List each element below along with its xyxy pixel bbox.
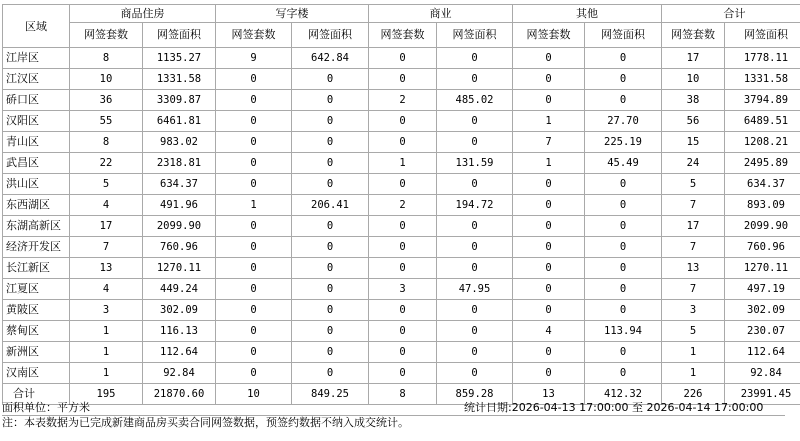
area-cell: 3309.87 bbox=[143, 90, 216, 111]
count-cell: 1 bbox=[70, 321, 143, 342]
area-size-header: 网签面积 bbox=[143, 23, 216, 48]
district-name: 黄陂区 bbox=[3, 300, 70, 321]
area-size-header: 网签面积 bbox=[437, 23, 513, 48]
count-cell: 13 bbox=[70, 258, 143, 279]
table-row bbox=[3, 111, 800, 132]
area-cell: 0 bbox=[585, 258, 662, 279]
area-size-header: 网签面积 bbox=[725, 23, 800, 48]
group-header-other: 其他 bbox=[513, 5, 662, 23]
area-cell: 634.37 bbox=[725, 174, 800, 195]
area-cell: 0 bbox=[437, 174, 513, 195]
area-cell: 225.19 bbox=[585, 132, 662, 153]
count-cell: 7 bbox=[662, 237, 725, 258]
count-cell: 7 bbox=[662, 195, 725, 216]
district-name: 蔡甸区 bbox=[3, 321, 70, 342]
area-cell: 1270.11 bbox=[143, 258, 216, 279]
area-cell: 983.02 bbox=[143, 132, 216, 153]
count-cell: 24 bbox=[662, 153, 725, 174]
count-cell: 195 bbox=[70, 384, 143, 405]
area-cell: 0 bbox=[585, 216, 662, 237]
area-cell: 0 bbox=[292, 237, 369, 258]
table-row bbox=[3, 90, 800, 111]
area-cell: 0 bbox=[292, 174, 369, 195]
area-cell: 0 bbox=[585, 69, 662, 90]
area-cell: 45.49 bbox=[585, 153, 662, 174]
count-cell: 226 bbox=[662, 384, 725, 405]
area-cell: 0 bbox=[437, 237, 513, 258]
count-cell: 38 bbox=[662, 90, 725, 111]
table-row bbox=[3, 321, 800, 342]
area-cell: 485.02 bbox=[437, 90, 513, 111]
count-cell: 0 bbox=[216, 69, 292, 90]
count-cell: 0 bbox=[216, 321, 292, 342]
count-cell: 0 bbox=[369, 132, 437, 153]
table-row bbox=[3, 300, 800, 321]
count-cell: 0 bbox=[513, 48, 585, 69]
total-label: 合计 bbox=[3, 384, 70, 405]
area-cell: 0 bbox=[437, 69, 513, 90]
count-cell: 0 bbox=[369, 321, 437, 342]
count-cell: 4 bbox=[70, 195, 143, 216]
footer-unit-line bbox=[2, 401, 785, 416]
area-cell: 1331.58 bbox=[725, 69, 800, 90]
area-cell: 1135.27 bbox=[143, 48, 216, 69]
area-cell: 449.24 bbox=[143, 279, 216, 300]
count-cell: 55 bbox=[70, 111, 143, 132]
area-cell: 27.70 bbox=[585, 111, 662, 132]
area-cell: 6461.81 bbox=[143, 111, 216, 132]
area-cell: 1270.11 bbox=[725, 258, 800, 279]
count-cell: 0 bbox=[216, 258, 292, 279]
count-cell: 3 bbox=[662, 300, 725, 321]
area-cell: 0 bbox=[437, 132, 513, 153]
count-cell: 0 bbox=[216, 174, 292, 195]
area-cell: 0 bbox=[292, 321, 369, 342]
area-cell: 760.96 bbox=[725, 237, 800, 258]
count-cell: 0 bbox=[216, 300, 292, 321]
area-cell: 2099.90 bbox=[143, 216, 216, 237]
table-row bbox=[3, 153, 800, 174]
header-group-row bbox=[3, 5, 800, 23]
area-cell: 0 bbox=[437, 48, 513, 69]
area-cell: 0 bbox=[437, 321, 513, 342]
table-row bbox=[3, 237, 800, 258]
count-cell: 2 bbox=[369, 195, 437, 216]
count-cell: 3 bbox=[70, 300, 143, 321]
area-cell: 2099.90 bbox=[725, 216, 800, 237]
count-cell: 5 bbox=[662, 174, 725, 195]
area-cell: 0 bbox=[585, 174, 662, 195]
area-cell: 0 bbox=[585, 342, 662, 363]
table-row bbox=[3, 258, 800, 279]
area-cell: 23991.45 bbox=[725, 384, 800, 405]
count-cell: 17 bbox=[662, 48, 725, 69]
count-cell: 17 bbox=[662, 216, 725, 237]
area-cell: 0 bbox=[437, 342, 513, 363]
table-row bbox=[3, 363, 800, 384]
sales-table bbox=[2, 4, 800, 405]
area-cell: 194.72 bbox=[437, 195, 513, 216]
area-cell: 0 bbox=[292, 342, 369, 363]
area-cell: 634.37 bbox=[143, 174, 216, 195]
count-cell: 1 bbox=[662, 363, 725, 384]
area-cell: 0 bbox=[292, 153, 369, 174]
count-cell: 10 bbox=[70, 69, 143, 90]
count-cell: 0 bbox=[513, 300, 585, 321]
count-cell: 0 bbox=[369, 300, 437, 321]
count-cell: 17 bbox=[70, 216, 143, 237]
area-cell: 0 bbox=[585, 90, 662, 111]
district-name: 硚口区 bbox=[3, 90, 70, 111]
count-cell: 0 bbox=[216, 279, 292, 300]
district-name: 东西湖区 bbox=[3, 195, 70, 216]
count-cell: 3 bbox=[369, 279, 437, 300]
area-cell: 491.96 bbox=[143, 195, 216, 216]
count-cell: 0 bbox=[216, 90, 292, 111]
count-cell: 0 bbox=[369, 111, 437, 132]
area-cell: 112.64 bbox=[725, 342, 800, 363]
count-cell: 7 bbox=[513, 132, 585, 153]
count-cell: 56 bbox=[662, 111, 725, 132]
table-row bbox=[3, 195, 800, 216]
area-cell: 47.95 bbox=[437, 279, 513, 300]
area-cell: 2318.81 bbox=[143, 153, 216, 174]
count-cell: 0 bbox=[216, 216, 292, 237]
group-header-office: 写字楼 bbox=[216, 5, 369, 23]
area-cell: 0 bbox=[437, 216, 513, 237]
count-cell: 0 bbox=[216, 153, 292, 174]
area-cell: 230.07 bbox=[725, 321, 800, 342]
area-cell: 893.09 bbox=[725, 195, 800, 216]
count-cell: 0 bbox=[513, 342, 585, 363]
district-name: 武昌区 bbox=[3, 153, 70, 174]
district-name: 汉阳区 bbox=[3, 111, 70, 132]
count-cell: 13 bbox=[662, 258, 725, 279]
table-row bbox=[3, 342, 800, 363]
area-cell: 206.41 bbox=[292, 195, 369, 216]
district-name: 经济开发区 bbox=[3, 237, 70, 258]
count-cell: 0 bbox=[216, 237, 292, 258]
area-cell: 0 bbox=[585, 363, 662, 384]
count-cell: 36 bbox=[70, 90, 143, 111]
count-cell: 0 bbox=[369, 258, 437, 279]
area-cell: 0 bbox=[585, 279, 662, 300]
area-cell: 497.19 bbox=[725, 279, 800, 300]
district-name: 东湖高新区 bbox=[3, 216, 70, 237]
count-cell: 7 bbox=[70, 237, 143, 258]
district-name: 江夏区 bbox=[3, 279, 70, 300]
count-cell: 8 bbox=[70, 48, 143, 69]
count-header: 网签套数 bbox=[369, 23, 437, 48]
count-cell: 0 bbox=[369, 216, 437, 237]
table-row bbox=[3, 69, 800, 90]
district-name: 江汉区 bbox=[3, 69, 70, 90]
area-cell: 92.84 bbox=[143, 363, 216, 384]
count-cell: 0 bbox=[513, 258, 585, 279]
count-cell: 22 bbox=[70, 153, 143, 174]
count-cell: 8 bbox=[369, 384, 437, 405]
count-cell: 9 bbox=[216, 48, 292, 69]
area-cell: 760.96 bbox=[143, 237, 216, 258]
area-cell: 0 bbox=[437, 300, 513, 321]
area-cell: 0 bbox=[292, 69, 369, 90]
area-cell: 0 bbox=[437, 258, 513, 279]
area-cell: 3794.89 bbox=[725, 90, 800, 111]
count-cell: 1 bbox=[662, 342, 725, 363]
area-size-header: 网签面积 bbox=[292, 23, 369, 48]
table-row bbox=[3, 279, 800, 300]
area-cell: 0 bbox=[292, 132, 369, 153]
area-cell: 0 bbox=[292, 300, 369, 321]
table-row bbox=[3, 216, 800, 237]
count-header: 网签套数 bbox=[513, 23, 585, 48]
count-cell: 0 bbox=[513, 174, 585, 195]
count-cell: 7 bbox=[662, 279, 725, 300]
count-cell: 0 bbox=[369, 342, 437, 363]
area-cell: 412.32 bbox=[585, 384, 662, 405]
area-cell: 0 bbox=[292, 216, 369, 237]
area-cell: 21870.60 bbox=[143, 384, 216, 405]
area-cell: 0 bbox=[292, 363, 369, 384]
count-cell: 0 bbox=[369, 69, 437, 90]
header-sub-row bbox=[3, 23, 800, 48]
count-cell: 10 bbox=[216, 384, 292, 405]
area-cell: 0 bbox=[585, 300, 662, 321]
district-name: 汉南区 bbox=[3, 363, 70, 384]
count-cell: 1 bbox=[70, 342, 143, 363]
count-cell: 0 bbox=[369, 48, 437, 69]
group-header-commercial: 商业 bbox=[369, 5, 513, 23]
area-cell: 116.13 bbox=[143, 321, 216, 342]
count-cell: 1 bbox=[513, 153, 585, 174]
area-cell: 642.84 bbox=[292, 48, 369, 69]
count-cell: 2 bbox=[369, 90, 437, 111]
area-cell: 302.09 bbox=[725, 300, 800, 321]
area-cell: 131.59 bbox=[437, 153, 513, 174]
count-cell: 15 bbox=[662, 132, 725, 153]
count-cell: 4 bbox=[70, 279, 143, 300]
count-cell: 13 bbox=[513, 384, 585, 405]
stat-period: 统计日期:2026-04-13 17:00:00 至 2026-04-14 17:00:00 bbox=[464, 401, 764, 414]
count-cell: 0 bbox=[369, 174, 437, 195]
count-cell: 0 bbox=[216, 342, 292, 363]
area-cell: 6489.51 bbox=[725, 111, 800, 132]
area-size-header: 网签面积 bbox=[585, 23, 662, 48]
area-cell: 0 bbox=[585, 48, 662, 69]
count-cell: 0 bbox=[513, 279, 585, 300]
count-cell: 0 bbox=[513, 237, 585, 258]
count-cell: 1 bbox=[70, 363, 143, 384]
area-header: 区域 bbox=[3, 5, 70, 48]
district-name: 新洲区 bbox=[3, 342, 70, 363]
area-cell: 1778.11 bbox=[725, 48, 800, 69]
count-header: 网签套数 bbox=[662, 23, 725, 48]
count-cell: 1 bbox=[369, 153, 437, 174]
count-cell: 0 bbox=[513, 363, 585, 384]
count-cell: 1 bbox=[216, 195, 292, 216]
group-header-total: 合计 bbox=[662, 5, 800, 23]
count-cell: 5 bbox=[662, 321, 725, 342]
area-cell: 0 bbox=[292, 258, 369, 279]
area-cell: 92.84 bbox=[725, 363, 800, 384]
group-header-residential: 商品住房 bbox=[70, 5, 216, 23]
count-header: 网签套数 bbox=[216, 23, 292, 48]
area-cell: 0 bbox=[292, 111, 369, 132]
area-cell: 859.28 bbox=[437, 384, 513, 405]
area-cell: 1331.58 bbox=[143, 69, 216, 90]
area-cell: 0 bbox=[585, 195, 662, 216]
area-cell: 0 bbox=[292, 279, 369, 300]
area-cell: 849.25 bbox=[292, 384, 369, 405]
count-cell: 8 bbox=[70, 132, 143, 153]
area-cell: 0 bbox=[292, 90, 369, 111]
area-cell: 0 bbox=[585, 237, 662, 258]
count-cell: 0 bbox=[216, 111, 292, 132]
area-cell: 113.94 bbox=[585, 321, 662, 342]
count-cell: 4 bbox=[513, 321, 585, 342]
count-header: 网签套数 bbox=[70, 23, 143, 48]
count-cell: 0 bbox=[513, 216, 585, 237]
unit-label: 面积单位：平方米 bbox=[2, 401, 90, 414]
count-cell: 1 bbox=[513, 111, 585, 132]
district-name: 青山区 bbox=[3, 132, 70, 153]
count-cell: 0 bbox=[513, 69, 585, 90]
count-cell: 5 bbox=[70, 174, 143, 195]
area-cell: 2495.89 bbox=[725, 153, 800, 174]
sales-table-container bbox=[2, 4, 792, 405]
area-cell: 302.09 bbox=[143, 300, 216, 321]
area-cell: 0 bbox=[437, 363, 513, 384]
count-cell: 0 bbox=[216, 363, 292, 384]
table-row bbox=[3, 132, 800, 153]
count-cell: 0 bbox=[513, 90, 585, 111]
count-cell: 0 bbox=[513, 195, 585, 216]
area-cell: 0 bbox=[437, 111, 513, 132]
area-cell: 112.64 bbox=[143, 342, 216, 363]
count-cell: 10 bbox=[662, 69, 725, 90]
footer-note: 注：本表数据为已完成新建商品房买卖合同网签数据，预签约数据不纳入成交统计。 bbox=[2, 416, 409, 429]
district-name: 长江新区 bbox=[3, 258, 70, 279]
count-cell: 0 bbox=[216, 132, 292, 153]
area-cell: 1208.21 bbox=[725, 132, 800, 153]
count-cell: 0 bbox=[369, 237, 437, 258]
district-name: 江岸区 bbox=[3, 48, 70, 69]
count-cell: 0 bbox=[369, 363, 437, 384]
table-row bbox=[3, 174, 800, 195]
table-row bbox=[3, 48, 800, 69]
district-name: 洪山区 bbox=[3, 174, 70, 195]
